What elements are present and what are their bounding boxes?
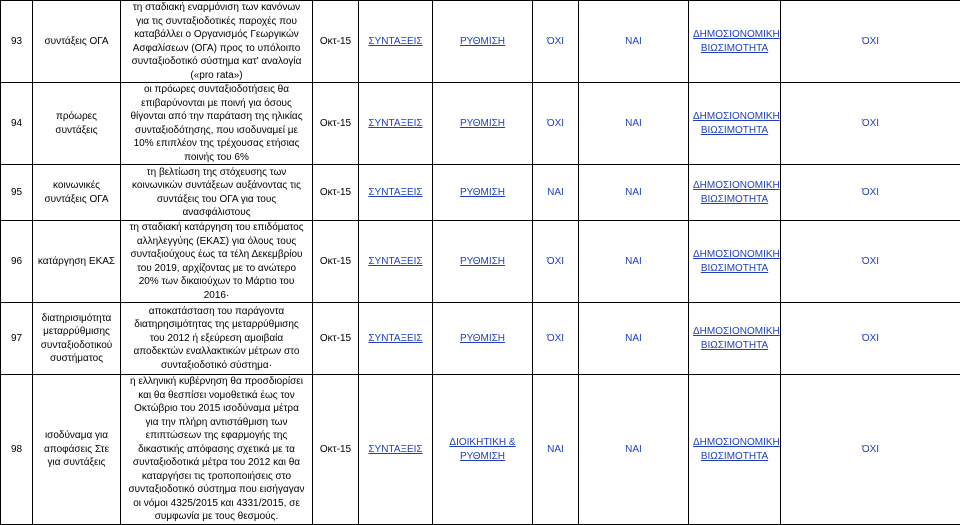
measure-title: πρόωρες συντάξεις [55,111,97,136]
flag-a: ΝΑΙ [547,444,564,455]
flag-a-cell [533,165,579,221]
deadline-date-cell [313,165,359,221]
table-row [1,165,960,221]
impact-link[interactable]: ΔΗΜΟΣΙΟΝΟΜΙΚΗ ΒΙΩΣΙΜΟΤΗΤΑ [693,437,780,462]
flag-a-cell [533,83,579,165]
measure-title-cell [33,221,121,303]
flag-c: ΌΧΙ [862,118,879,129]
measure-description-cell [121,83,313,165]
measure-type-link-cell [433,221,533,303]
flag-b: ΝΑΙ [625,256,642,267]
measure-description-cell [121,1,313,83]
deadline-date: Οκτ-15 [320,256,351,267]
flag-a-cell [533,303,579,375]
measure-type-link[interactable]: ΡΥΘΜΙΣΗ [460,333,505,344]
category-link[interactable]: ΣΥΝΤΑΞΕΙΣ [368,333,422,344]
impact-link[interactable]: ΔΗΜΟΣΙΟΝΟΜΙΚΗ ΒΙΩΣΙΜΟΤΗΤΑ [693,326,780,351]
flag-b: ΝΑΙ [625,118,642,129]
flag-b: ΝΑΙ [625,36,642,47]
category-link-cell [359,165,433,221]
impact-link-cell [689,303,781,375]
measure-title: διατηρισιμότητα μεταρρύθμισης συνταξιοδοτικού συστήματος [41,313,113,365]
flag-a: ΌΧΙ [547,333,564,344]
impact-link-cell [689,1,781,83]
measure-description: τη βελτίωση της στόχευσης των κοινωνικών συντάξεων αυξάνοντας τις συντάξεις του ΟΓΑ για τους ανασφάλιστους [132,167,301,219]
flag-c: ΌΧΙ [862,256,879,267]
deadline-date: Οκτ-15 [320,36,351,47]
measure-type-link-cell [433,165,533,221]
flag-a: ΌΧΙ [547,118,564,129]
impact-link[interactable]: ΔΗΜΟΣΙΟΝΟΜΙΚΗ ΒΙΩΣΙΜΟΤΗΤΑ [693,29,780,54]
impact-link-cell [689,83,781,165]
measure-description-cell [121,221,313,303]
flag-b: ΝΑΙ [625,333,642,344]
flag-a-cell [533,375,579,525]
measure-title-cell [33,1,121,83]
flag-b-cell [579,303,689,375]
impact-link-cell [689,221,781,303]
flag-b: ΝΑΙ [625,444,642,455]
impact-link[interactable]: ΔΗΜΟΣΙΟΝΟΜΙΚΗ ΒΙΩΣΙΜΟΤΗΤΑ [693,249,780,274]
flag-b-cell [579,83,689,165]
category-link-cell [359,83,433,165]
flag-c: ΌΧΙ [862,36,879,47]
measure-type-link-cell [433,83,533,165]
row-number: 98 [11,444,22,455]
measure-type-link[interactable]: ΡΥΘΜΙΣΗ [460,36,505,47]
table-row [1,1,960,83]
row-number-cell [1,83,33,165]
category-link[interactable]: ΣΥΝΤΑΞΕΙΣ [368,118,422,129]
row-number-cell [1,221,33,303]
flag-c: ΌΧΙ [862,187,879,198]
category-link-cell [359,303,433,375]
row-number: 93 [11,36,22,47]
deadline-date: Οκτ-15 [320,118,351,129]
measure-title: κοινωνικές συντάξεις ΟΓΑ [44,180,108,205]
flag-c: ΌΧΙ [862,333,879,344]
flag-a: ΌΧΙ [547,256,564,267]
row-number-cell [1,165,33,221]
flag-c-cell [781,1,960,83]
flag-a: ΌΧΙ [547,36,564,47]
table-row [1,303,960,375]
measure-description-cell [121,303,313,375]
measure-title-cell [33,375,121,525]
deadline-date: Οκτ-15 [320,187,351,198]
impact-link[interactable]: ΔΗΜΟΣΙΟΝΟΜΙΚΗ ΒΙΩΣΙΜΟΤΗΤΑ [693,180,780,205]
measure-description: η ελληνική κυβέρνηση θα προσδιορίσει και θα θεσπίσει νομοθετικά έως τον Οκτώβριο του 2015 ισοδύναμα μέτρα για την πλήρη αντιστάθμιση των επιπτώσεων της εφαρμογής της δικαστικής απόφασης σχετικά με τα συνταξιοδοτικά μέτρα του 2012 και θα καταργήσει τις τροποποιήσεις στο συνταξιοδοτικό σύστημα που εισήγαγαν οι νόμοι 4325/2015 και 4331/2015, σε συμφωνία με τους θεσμούς. [128,376,304,522]
flag-c-cell [781,221,960,303]
measure-title-cell [33,83,121,165]
measure-title-cell [33,165,121,221]
category-link[interactable]: ΣΥΝΤΑΞΕΙΣ [368,256,422,267]
measure-description: τη σταδιακή κατάργηση του επιδόματος αλληλεγγύης (ΕΚΑΣ) για όλους τους συνταξιούχους έως τα τέλη Δεκεμβρίου του 2019, αρχίζοντας με το ανώτερο 20% των δικαιούχων το Μάρτιο του 2016· [129,222,303,301]
table-row [1,221,960,303]
measure-title: συντάξεις ΟΓΑ [44,36,108,47]
row-number-cell [1,375,33,525]
flag-c: ΌΧΙ [862,444,879,455]
flag-c-cell [781,375,960,525]
category-link[interactable]: ΣΥΝΤΑΞΕΙΣ [368,444,422,455]
measure-type-link-cell [433,1,533,83]
flag-b: ΝΑΙ [625,187,642,198]
impact-link-cell [689,375,781,525]
impact-link-cell [689,165,781,221]
flag-b-cell [579,221,689,303]
measure-description: τη σταδιακή εναρμόνιση των κανόνων για τις συνταξιοδοτικές παροχές που καταβάλλει ο Οργανισμός Γεωργικών Ασφαλίσεων (ΟΓΑ) προς το υπόλοιπο συνταξιοδοτικό σύστημα κατ' αναλογία («pro rata») [132,2,302,81]
measure-title: ισοδύναμα για αποφάσεις Στε για συντάξεις [44,430,109,468]
measure-description: αποκατάσταση του παράγοντα διατηρησιμότητας της μεταρρύθμισης του 2012 ή εξεύρεση αμοιβαία αποδεκτών εναλλακτικών μέτρων στο συνταξιοδοτικό σύστημα· [133,306,299,371]
flag-a-cell [533,221,579,303]
deadline-date: Οκτ-15 [320,333,351,344]
flag-c-cell [781,165,960,221]
flag-b-cell [579,165,689,221]
measure-type-link[interactable]: ΡΥΘΜΙΣΗ [460,118,505,129]
deadline-date: Οκτ-15 [320,444,351,455]
deadline-date-cell [313,221,359,303]
row-number: 95 [11,187,22,198]
measure-type-link[interactable]: ΔΙΟΙΚΗΤΙΚΗ & ΡΥΘΜΙΣΗ [449,437,515,462]
deadline-date-cell [313,303,359,375]
category-link-cell [359,221,433,303]
measure-title: κατάργηση ΕΚΑΣ [38,256,115,267]
flag-b-cell [579,1,689,83]
row-number: 96 [11,256,22,267]
flag-a: ΝΑΙ [547,187,564,198]
flag-b-cell [579,375,689,525]
measure-type-link[interactable]: ΡΥΘΜΙΣΗ [460,187,505,198]
row-number-cell [1,1,33,83]
category-link-cell [359,375,433,525]
category-link[interactable]: ΣΥΝΤΑΞΕΙΣ [368,36,422,47]
measure-description: οι πρόωρες συνταξιοδοτήσεις θα επιβαρύνονται με ποινή για όσους θίγονται από την παράταση της ηλικίας συνταξιοδότησης, που ισοδυναμεί με 10% επιπλέον της τρέχουσας ετήσιας ποινής του 6% [130,84,302,163]
deadline-date-cell [313,375,359,525]
impact-link[interactable]: ΔΗΜΟΣΙΟΝΟΜΙΚΗ ΒΙΩΣΙΜΟΤΗΤΑ [693,111,780,136]
table-row [1,83,960,165]
deadline-date-cell [313,1,359,83]
measure-description-cell [121,165,313,221]
row-number-cell [1,303,33,375]
measure-type-link[interactable]: ΡΥΘΜΙΣΗ [460,256,505,267]
row-number: 94 [11,118,22,129]
measure-title-cell [33,303,121,375]
category-link-cell [359,1,433,83]
measure-type-link-cell [433,303,533,375]
row-number: 97 [11,333,22,344]
deadline-date-cell [313,83,359,165]
category-link[interactable]: ΣΥΝΤΑΞΕΙΣ [368,187,422,198]
flag-a-cell [533,1,579,83]
table-row [1,375,960,525]
flag-c-cell [781,83,960,165]
measure-type-link-cell [433,375,533,525]
measure-description-cell [121,375,313,525]
flag-c-cell [781,303,960,375]
